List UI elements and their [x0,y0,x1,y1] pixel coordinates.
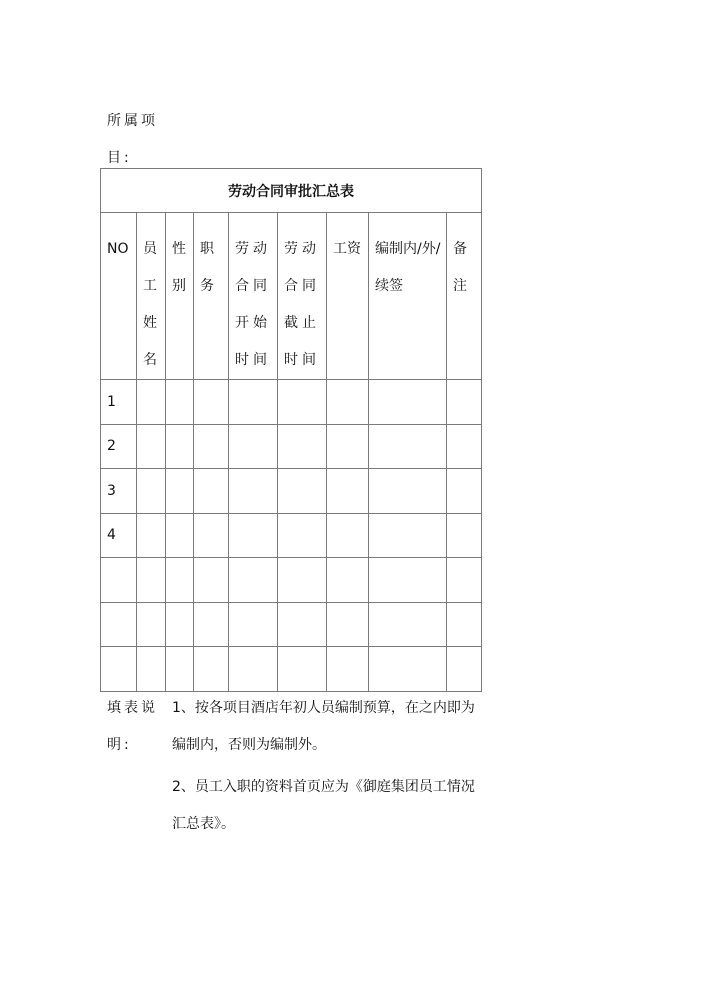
header-employee-name [137,213,166,380]
table-cell[interactable] [194,513,229,558]
header-remarks [447,213,482,380]
row-number-cell[interactable] [101,647,137,692]
row-number-cell[interactable] [101,380,137,425]
table-cell[interactable] [229,647,278,692]
table-cell[interactable] [278,602,327,647]
table-cell[interactable] [166,469,194,514]
row-number: 3 [107,482,116,499]
table-title-row [101,169,482,213]
table-cell[interactable] [327,647,369,692]
table-cell[interactable] [369,424,447,469]
row-number: 1 [107,393,116,410]
table-cell[interactable] [229,424,278,469]
table-cell[interactable] [369,602,447,647]
table-row [101,602,482,647]
header-contract-end [278,213,327,380]
table-cell[interactable] [166,513,194,558]
table-cell[interactable] [137,647,166,692]
table-cell[interactable] [278,513,327,558]
table-cell[interactable] [194,602,229,647]
row-number-cell[interactable] [101,558,137,603]
table-cell[interactable] [137,424,166,469]
table-cell[interactable] [278,380,327,425]
table-cell[interactable] [194,558,229,603]
table-cell[interactable] [194,469,229,514]
contract-summary-table [100,168,482,692]
table-cell[interactable] [194,424,229,469]
table-cell[interactable] [369,558,447,603]
table-cell[interactable] [194,380,229,425]
table-cell[interactable] [327,424,369,469]
header-position [194,213,229,380]
row-number: 4 [107,527,116,544]
table-cell[interactable] [447,513,482,558]
table-cell[interactable] [447,380,482,425]
table-cell[interactable] [447,424,482,469]
table-cell[interactable] [229,558,278,603]
table-row [101,424,482,469]
table-cell[interactable] [278,558,327,603]
table-cell[interactable] [447,602,482,647]
header-staffing [369,213,447,380]
header-remarks-label: 备注 [453,241,467,294]
table-cell[interactable] [369,513,447,558]
header-salary [327,213,369,380]
table-cell[interactable] [166,558,194,603]
note-item-1: 1、按各项目酒店年初人员编制预算，在之内即为编制内，否则为编制外。 [172,700,475,753]
table-row [101,380,482,425]
table-cell[interactable] [278,647,327,692]
table-row [101,558,482,603]
header-gender [166,213,194,380]
table-cell[interactable] [327,380,369,425]
table-cell[interactable] [327,469,369,514]
header-contract-start [229,213,278,380]
table-cell[interactable] [137,602,166,647]
table-cell[interactable] [327,558,369,603]
table-cell[interactable] [327,513,369,558]
note-item-2: 2、员工入职的资料首页应为《御庭集团员工情况汇总表》。 [172,779,475,832]
header-contract-start-label: 劳动合同开始时间 [235,241,271,368]
table-cell[interactable] [369,469,447,514]
table-cell[interactable] [327,602,369,647]
table-cell[interactable] [278,469,327,514]
header-contract-end-label: 劳动合同截止时间 [284,241,320,368]
row-number: 2 [107,438,116,455]
table-row [101,647,482,692]
table-cell[interactable] [194,647,229,692]
row-number-cell[interactable] [101,469,137,514]
table-cell[interactable] [447,558,482,603]
table-cell[interactable] [166,647,194,692]
header-employee-name-label: 员工姓名 [143,241,157,368]
header-salary-label: 工资 [333,241,361,257]
table-row [101,513,482,558]
table-cell[interactable] [447,469,482,514]
table-cell[interactable] [278,424,327,469]
row-number [101,661,107,677]
table-cell[interactable] [229,602,278,647]
table-row [101,469,482,514]
table-cell[interactable] [166,602,194,647]
row-number-cell[interactable] [101,513,137,558]
table-cell[interactable] [137,380,166,425]
header-position-label: 职务 [200,241,214,294]
table-cell[interactable] [369,647,447,692]
table-cell[interactable] [369,380,447,425]
table-cell[interactable] [137,469,166,514]
header-no-label: NO [107,241,129,257]
notes-label: 填表说明: [107,700,158,753]
table-cell[interactable] [229,513,278,558]
row-number [101,572,107,588]
table-cell[interactable] [137,558,166,603]
row-number-cell[interactable] [101,424,137,469]
header-gender-label: 性别 [172,241,186,294]
table-title: 劳动合同审批汇总表 [101,169,482,213]
table-cell[interactable] [166,424,194,469]
table-cell[interactable] [229,469,278,514]
table-cell[interactable] [137,513,166,558]
header-no [101,213,137,380]
table-cell[interactable] [447,647,482,692]
table-cell[interactable] [229,380,278,425]
row-number-cell[interactable] [101,602,137,647]
header-staffing-label: 编制内/外/续签 [375,241,441,294]
project-label: 所属项目: [107,113,158,166]
table-cell[interactable] [166,380,194,425]
header-row [101,213,482,380]
row-number [101,616,107,632]
